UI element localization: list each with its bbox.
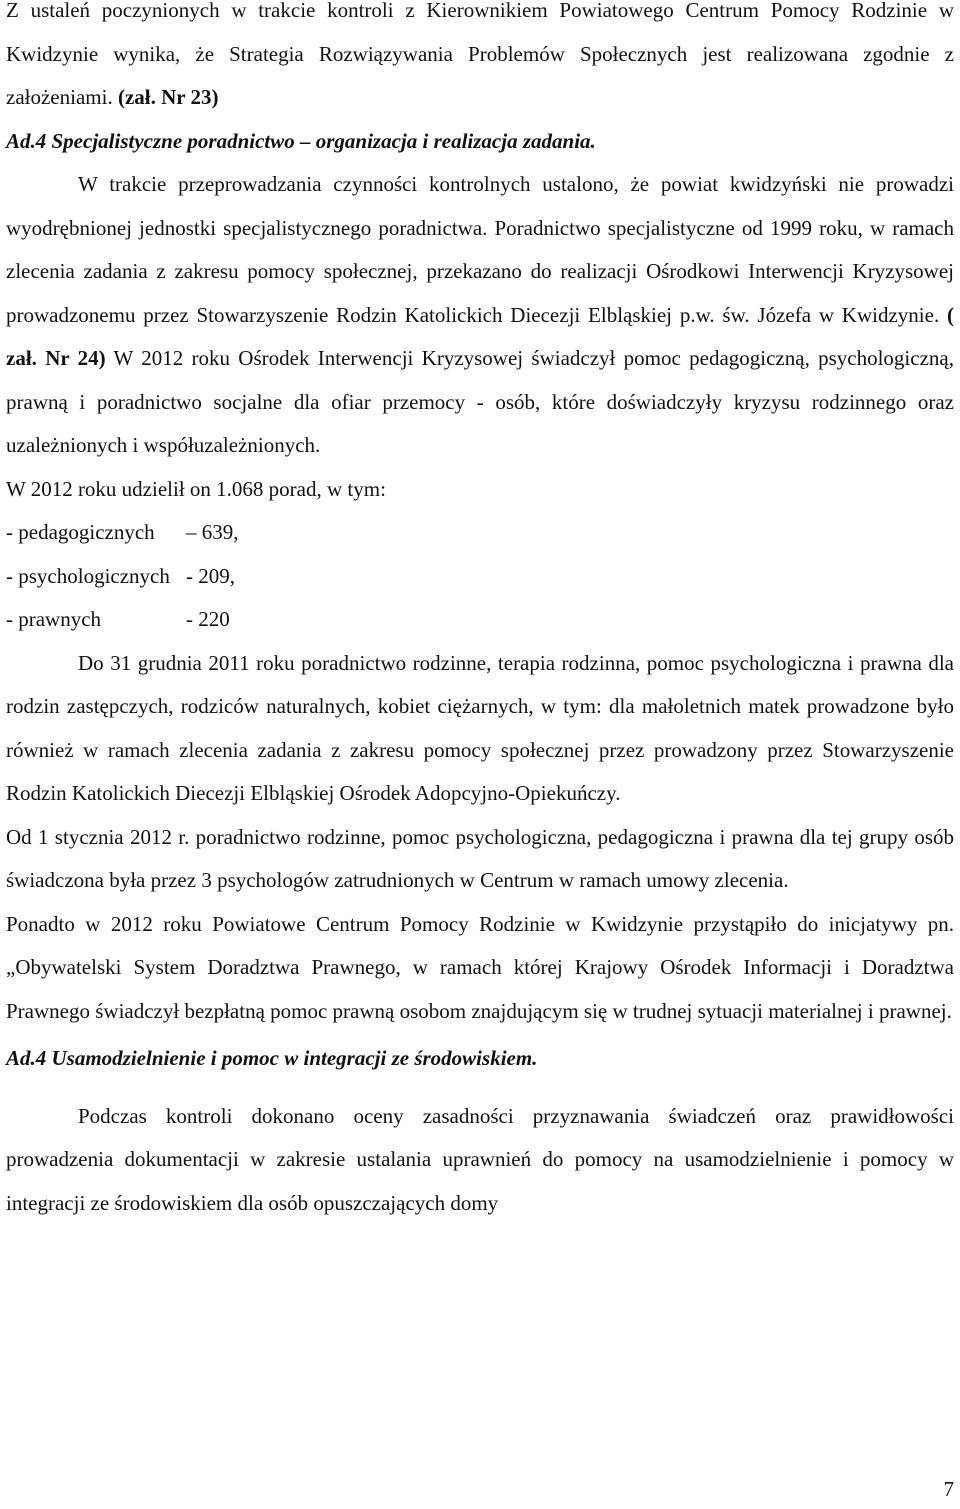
advice-item-value: – 639, bbox=[186, 520, 239, 544]
advice-item-name: - pedagogicznych bbox=[6, 520, 155, 544]
paragraph-counseling bbox=[0, 163, 960, 468]
advice-item-name: - psychologicznych bbox=[6, 563, 170, 588]
advice-item-name: - prawnych bbox=[6, 607, 102, 631]
paragraph-counseling-text-b: W 2012 roku Ośrodek Interwencji Kryzysowej świadczył pomoc pedagogiczną, psychologiczną, prawną i poradnictwo socjalne dla ofiar przemocy - osób, które doświadczyły kryzysu rodzinnego oraz uzależnionych i współuzależnionych. bbox=[6, 346, 954, 457]
attachment-ref-23: (zał. Nr 23) bbox=[117, 85, 219, 109]
paragraph-family-counseling-2011: Do 31 grudnia 2011 roku poradnictwo rodzinne, terapia rodzinna, pomoc psychologiczna i prawna dla rodzin zastępczych, rodziców naturalnych, kobiet ciężarnych, w tym: dla małoletnich matek prowadzone było również w ramach zlecenia zadania z zakresu pomocy społecznej przez prowadzony przez Stowarzyszenie Rodzin Katolickich Diecezji Elbląskiej Ośrodek Adopcyjno-Opiekuńczy. bbox=[6, 650, 954, 805]
advice-intro: W 2012 roku udzielił on 1.068 porad, w tym: bbox=[6, 476, 386, 501]
page-number: 7 bbox=[943, 1477, 954, 1501]
paragraph-strategy-text: Z ustaleń poczynionych w trakcie kontroli z Kierownikiem Powiatowego Centrum Pomocy Rodzinie w Kwidzynie wynika, że Strategia Rozwiązywania Problemów Społecznych jest realizowana zgodnie z założeniami. bbox=[6, 0, 954, 109]
advice-item-value: - 209, bbox=[186, 563, 235, 588]
paragraph-counseling-text-a: W trakcie przeprowadzania czynności kontrolnych ustalono, że powiat kwidzyński nie prowadzi wyodrębnionej jednostki specjalistycznego poradnictwa. Poradnictwo specjalistyczne od 1999 roku, w ramach zlecenia zadania z zakresu pomocy społecznej, przekazano do realizacji Ośrodkowi Interwencji Kryzysowej prowadzonemu przez Stowarzyszenie Rodzin Katolickich Diecezji Elbląskiej p.w. św. Józefa w Kwidzynie. bbox=[6, 172, 954, 327]
advice-item-psychological bbox=[0, 555, 960, 599]
paragraph-strategy bbox=[0, 0, 960, 120]
paragraph-legal-aid-initiative: Ponadto w 2012 roku Powiatowe Centrum Pomocy Rodzinie w Kwidzynie przystąpiło do inicjatywy pn. „Obywatelski System Doradztwa Prawnego, w ramach której Krajowy Ośrodek Informacji i Doradztwa Prawnego świadczył bezpłatną pomoc prawną osobom znajdującym się w trudnej sytuacji materialnej i prawnej. bbox=[6, 911, 954, 1023]
advice-item-value: - 220 bbox=[186, 607, 230, 631]
attachment-ref-24: ( zał. Nr 24) bbox=[6, 302, 954, 370]
section-heading-independence: Ad.4 Usamodzielnienie i pomoc w integracji ze środowiskiem. bbox=[6, 1046, 538, 1070]
paragraph-independence-review: Podczas kontroli dokonano oceny zasadności przyznawania świadczeń oraz prawidłowości prowadzenia dokumentacji w zakresie ustalania uprawnień do pomocy na usamodzielnienie i pomocy w integracji ze środowiskiem dla osób opuszczających domy bbox=[6, 1103, 954, 1215]
paragraph-counseling-2012: Od 1 stycznia 2012 r. poradnictwo rodzinne, pomoc psychologiczna, pedagogiczna i prawna dla tej grupy osób świadczona była przez 3 psychologów zatrudnionych w Centrum w ramach umowy zlecenia. bbox=[6, 824, 954, 892]
advice-item-legal bbox=[0, 598, 960, 642]
advice-item-pedagogical bbox=[0, 511, 960, 555]
section-heading-counseling: Ad.4 Specjalistyczne poradnictwo – organizacja i realizacja zadania. bbox=[6, 128, 596, 153]
